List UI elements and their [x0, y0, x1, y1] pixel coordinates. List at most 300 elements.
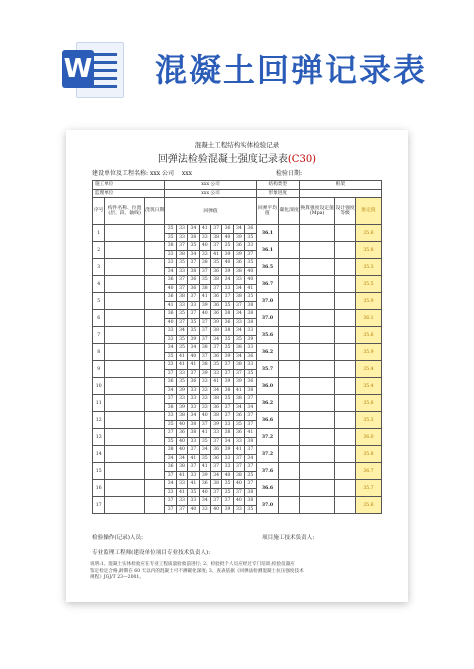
carbon-cell: [279, 276, 300, 293]
design-cell: [335, 480, 356, 497]
rebound-value: 35: [245, 259, 256, 268]
rebound-value: 38: [188, 267, 199, 276]
row-number: 6: [93, 310, 105, 327]
age-cell: [144, 446, 165, 463]
rebound-value: 38: [233, 395, 244, 404]
rebound-value: 35: [222, 301, 233, 310]
date-label: 检验日期:: [276, 170, 303, 177]
rebound-value: 36: [233, 412, 244, 421]
rebound-value: 35: [245, 471, 256, 480]
rebound-value: 34: [188, 412, 199, 421]
rebound-value: 36: [233, 429, 244, 438]
info-row-supervision: [93, 189, 382, 198]
rebound-value: 37: [210, 242, 221, 251]
rebound-value: 34: [176, 327, 187, 336]
age-cell: [144, 310, 165, 327]
rebound-value: 39: [199, 301, 210, 310]
rebound-value: 38: [176, 463, 187, 472]
mean-value: 37.0: [256, 310, 279, 327]
rebound-value: 41: [176, 488, 187, 497]
project-value: xxx 公司 xxx: [149, 170, 193, 177]
info-value: 框架: [300, 181, 382, 190]
rebound-value: 38: [233, 471, 244, 480]
strength-cell: [300, 259, 335, 276]
rebound-value: 36: [210, 352, 221, 361]
rebound-value: 38: [222, 310, 233, 319]
design-cell: [335, 310, 356, 327]
rebound-value: 36: [245, 225, 256, 234]
rebound-value: 34: [165, 344, 176, 353]
rebound-value: 38: [165, 403, 176, 412]
rebound-value: 33: [165, 250, 176, 259]
rebound-value: 38: [199, 361, 210, 370]
rebound-value: 33: [176, 369, 187, 378]
rebound-value: 40: [245, 267, 256, 276]
member-cell: [105, 293, 144, 310]
rebound-value: 37: [188, 310, 199, 319]
rebound-value: 33: [188, 471, 199, 480]
rebound-value: 41: [188, 480, 199, 489]
row-number: 15: [93, 463, 105, 480]
age-cell: [144, 344, 165, 361]
rebound-value: 36: [199, 480, 210, 489]
member-cell: [105, 361, 144, 378]
rebound-value: 40: [176, 437, 187, 446]
estimate-value: 35.8: [355, 242, 381, 259]
estimate-value: 35.6: [355, 395, 381, 412]
age-cell: [144, 225, 165, 242]
rebound-value: 38: [245, 437, 256, 446]
age-cell: [144, 242, 165, 259]
table-row: [93, 446, 382, 455]
mean-value: 36.2: [256, 344, 279, 361]
rebound-value: 35: [188, 242, 199, 251]
rebound-value: 39: [176, 403, 187, 412]
rebound-value: 36: [210, 446, 221, 455]
mean-value: 37.6: [256, 463, 279, 480]
info-label: 施工单位: [93, 181, 165, 190]
rebound-value: 37: [188, 463, 199, 472]
rebound-value: 38: [222, 429, 233, 438]
rebound-value: 33: [210, 369, 221, 378]
rebound-value: 39: [233, 250, 244, 259]
rebound-value: 35: [199, 276, 210, 285]
rebound-value: 35: [222, 335, 233, 344]
rebound-value: 41: [233, 386, 244, 395]
rebound-value: 34: [233, 310, 244, 319]
rebound-value: 36: [188, 284, 199, 293]
rebound-value: 40: [188, 352, 199, 361]
rebound-value: 39: [245, 335, 256, 344]
carbon-cell: [279, 497, 300, 514]
row-number: 4: [93, 276, 105, 293]
sheet-title: [66, 150, 408, 165]
rebound-value: 37: [233, 463, 244, 472]
member-cell: [105, 344, 144, 361]
estimate-value: 35.4: [355, 361, 381, 378]
rebound-value: 37: [165, 369, 176, 378]
carbon-cell: [279, 429, 300, 446]
sheet-subtitle: 混凝土工程结构实体检验记录: [194, 141, 280, 149]
rebound-value: 37: [233, 369, 244, 378]
rebound-value: 40: [222, 259, 233, 268]
operator-label: 检验操作(记录)人员:: [92, 535, 143, 541]
rebound-value: 37: [210, 437, 221, 446]
row-number: 10: [93, 378, 105, 395]
rebound-value: 39: [222, 352, 233, 361]
rebound-value: 38: [188, 233, 199, 242]
row-number: 2: [93, 242, 105, 259]
mean-value: 36.0: [256, 378, 279, 395]
rebound-value: 39: [233, 233, 244, 242]
strength-cell: [300, 480, 335, 497]
word-letter-tile: W: [62, 50, 94, 88]
estimate-value: 35.6: [355, 225, 381, 242]
rebound-value: 33: [233, 276, 244, 285]
carbon-cell: [279, 344, 300, 361]
member-cell: [105, 259, 144, 276]
rebound-value: 37: [176, 242, 187, 251]
rebound-value: 33: [245, 242, 256, 251]
rebound-value: 35: [210, 259, 221, 268]
table-row: [93, 242, 382, 251]
rebound-value: 38: [233, 344, 244, 353]
rebound-value: 41: [199, 293, 210, 302]
rebound-value: 37: [210, 497, 221, 506]
rebound-value: 36: [165, 378, 176, 387]
rebound-value: 34: [222, 276, 233, 285]
rebound-value: 37: [245, 420, 256, 429]
rebound-value: 34: [245, 403, 256, 412]
rebound-value: 37: [245, 480, 256, 489]
rebound-value: 33: [233, 318, 244, 327]
rebound-value: 33: [176, 301, 187, 310]
rebound-value: 34: [199, 446, 210, 455]
rebound-value: 40: [176, 420, 187, 429]
rebound-value: 38: [222, 327, 233, 336]
mean-value: 37.0: [256, 497, 279, 514]
rebound-value: 33: [165, 412, 176, 421]
rebound-value: 35: [222, 395, 233, 404]
rebound-value: 33: [165, 335, 176, 344]
estimate-value: 35.4: [355, 378, 381, 395]
mean-value: 37.2: [256, 429, 279, 446]
table-row: [93, 480, 382, 489]
member-cell: [105, 327, 144, 344]
rebound-value: 36: [245, 352, 256, 361]
table-row: [93, 310, 382, 319]
carbon-cell: [279, 412, 300, 429]
rebound-value: 37: [245, 412, 256, 421]
member-cell: [105, 480, 144, 497]
rebound-value: 40: [165, 284, 176, 293]
member-cell: [105, 378, 144, 395]
mean-value: 36.5: [256, 259, 279, 276]
design-cell: [335, 361, 356, 378]
rebound-value: 40: [222, 471, 233, 480]
rebound-value: 34: [210, 471, 221, 480]
rebound-value: 40: [165, 318, 176, 327]
rebound-value: 34: [245, 454, 256, 463]
table-row: [93, 276, 382, 285]
rebound-value: 33: [176, 395, 187, 404]
info-row-construction: [93, 181, 382, 190]
rebound-value: 36: [210, 454, 221, 463]
estimate-value: 35.6: [355, 327, 381, 344]
rebound-value: 33: [222, 420, 233, 429]
rebound-value: 35: [222, 344, 233, 353]
rebound-value: 38: [210, 276, 221, 285]
member-cell: [105, 242, 144, 259]
rebound-value: 38: [233, 293, 244, 302]
rebound-value: 41: [188, 454, 199, 463]
age-cell: [144, 276, 165, 293]
rebound-value: 38: [210, 412, 221, 421]
design-cell: [335, 463, 356, 480]
table-row: [93, 225, 382, 234]
rebound-value: 37: [165, 505, 176, 514]
mean-value: 37.2: [256, 446, 279, 463]
rebound-value: 41: [210, 250, 221, 259]
record-sheet: [66, 130, 408, 602]
rebound-value: 34: [188, 250, 199, 259]
rebound-value: 33: [188, 403, 199, 412]
table-row: [93, 378, 382, 387]
row-number: 3: [93, 259, 105, 276]
row-number: 5: [93, 293, 105, 310]
rebound-value: 41: [199, 225, 210, 234]
rebound-value: 37: [176, 505, 187, 514]
table-row: [93, 259, 382, 268]
table-row: [93, 463, 382, 472]
design-cell: [335, 344, 356, 361]
rebound-value: 37: [233, 301, 244, 310]
rebound-value: 36: [222, 225, 233, 234]
sheet-title-text: 回弹法检验混凝土强度记录表: [157, 154, 288, 165]
rebound-value: 33: [188, 395, 199, 404]
rebound-value: 34: [222, 437, 233, 446]
carbon-cell: [279, 310, 300, 327]
rebound-value: 40: [245, 276, 256, 285]
carbon-cell: [279, 361, 300, 378]
age-cell: [144, 378, 165, 395]
rebound-value: 40: [199, 310, 210, 319]
row-number: 7: [93, 327, 105, 344]
mean-value: 36.7: [256, 276, 279, 293]
rebound-value: 33: [233, 505, 244, 514]
design-cell: [335, 412, 356, 429]
mean-value: 35.6: [256, 327, 279, 344]
age-cell: [144, 327, 165, 344]
strength-cell: [300, 361, 335, 378]
rebound-value: 35: [188, 327, 199, 336]
rebound-value: 35: [176, 310, 187, 319]
rebound-value: 35: [245, 293, 256, 302]
rebound-value: 41: [210, 378, 221, 387]
project-field: [92, 168, 192, 177]
rebound-value: 37: [245, 395, 256, 404]
strength-cell: [300, 378, 335, 395]
rebound-value: 39: [210, 420, 221, 429]
row-number: 13: [93, 429, 105, 446]
rebound-value: 33: [176, 233, 187, 242]
row-number: 1: [93, 225, 105, 242]
strength-cell: [300, 463, 335, 480]
design-cell: [335, 497, 356, 514]
notes: [90, 562, 386, 582]
design-cell: [335, 259, 356, 276]
rebound-value: 38: [210, 480, 221, 489]
rebound-value: 38: [245, 301, 256, 310]
rebound-value: 38: [233, 361, 244, 370]
rebound-value: 36: [210, 310, 221, 319]
rebound-value: 33: [199, 395, 210, 404]
rebound-value: 38: [199, 259, 210, 268]
strength-cell: [300, 497, 335, 514]
rebound-value: 40: [199, 488, 210, 497]
header-rebound: 回弹值: [165, 198, 256, 225]
row-number: 12: [93, 412, 105, 429]
estimate-value: 36.7: [355, 463, 381, 480]
rebound-value: 33: [233, 437, 244, 446]
row-number: 17: [93, 497, 105, 514]
estimate-value: 36.1: [355, 310, 381, 327]
rebound-value: 41: [245, 429, 256, 438]
rebound-value: 37: [222, 361, 233, 370]
rebound-value: 38: [245, 318, 256, 327]
strength-cell: [300, 276, 335, 293]
rebound-value: 35: [176, 344, 187, 353]
rebound-value: 35: [233, 335, 244, 344]
estimate-value: 35.9: [355, 344, 381, 361]
rebound-value: 40: [233, 497, 244, 506]
info-label: 形象进度: [256, 189, 299, 198]
rebound-value: 33: [165, 259, 176, 268]
rebound-value: 36: [165, 276, 176, 285]
rebound-value: 37: [222, 412, 233, 421]
member-cell: [105, 446, 144, 463]
rebound-value: 38: [245, 497, 256, 506]
strength-cell: [300, 395, 335, 412]
age-cell: [144, 463, 165, 480]
rebound-value: 40: [188, 505, 199, 514]
info-label: 监理单位: [93, 189, 165, 198]
rebound-value: 36: [165, 310, 176, 319]
sheet-title-grade: (C30): [287, 154, 317, 165]
design-cell: [335, 429, 356, 446]
rebound-value: 33: [199, 233, 210, 242]
rebound-value: 37: [188, 293, 199, 302]
rebound-value: 36: [210, 267, 221, 276]
age-cell: [144, 259, 165, 276]
row-number: 8: [93, 344, 105, 361]
rebound-value: 36: [210, 301, 221, 310]
rebound-value: 39: [199, 471, 210, 480]
info-value: xxx 公司: [165, 181, 256, 190]
rebound-value: 35: [165, 420, 176, 429]
rebound-value: 37: [199, 318, 210, 327]
project-label: 建设单位及工程名称:: [92, 170, 149, 177]
mean-value: 35.7: [256, 361, 279, 378]
supervisor-label: 专业监理工程师(建设单位项目专业技术负责人):: [92, 550, 211, 556]
age-cell: [144, 395, 165, 412]
document-banner: [0, 0, 474, 110]
rebound-value: 37: [188, 446, 199, 455]
rebound-value: 33: [188, 497, 199, 506]
rebound-value: 37: [199, 327, 210, 336]
rebound-value: 35: [176, 259, 187, 268]
note-line: 说明:1、混凝土实体检验应在专业工程质量验收前进行; 2、检验批个人员应经过专门培训;检验仪器应: [90, 562, 295, 567]
rebound-value: 41: [188, 361, 199, 370]
rebound-value: 37: [199, 335, 210, 344]
carbon-cell: [279, 480, 300, 497]
rebound-value: 33: [188, 301, 199, 310]
estimate-value: 35.3: [355, 259, 381, 276]
estimate-value: 35.8: [355, 446, 381, 463]
rebound-value: 33: [199, 386, 210, 395]
rebound-value: 36: [188, 378, 199, 387]
rebound-value: 35: [188, 318, 199, 327]
strength-cell: [300, 327, 335, 344]
rebound-value: 33: [199, 378, 210, 387]
rebound-value: 35: [165, 352, 176, 361]
rebound-value: 34: [165, 480, 176, 489]
design-cell: [335, 225, 356, 242]
rebound-value: 37: [210, 284, 221, 293]
rebound-value: 33: [176, 480, 187, 489]
table-row: [93, 327, 382, 336]
design-cell: [335, 395, 356, 412]
rebound-value: 33: [176, 225, 187, 234]
estimate-value: 35.6: [355, 497, 381, 514]
word-document-icon: [62, 38, 126, 100]
rebound-value: 33: [222, 284, 233, 293]
rebound-value: 41: [176, 361, 187, 370]
rebound-value: 34: [210, 386, 221, 395]
rebound-value: 38: [245, 386, 256, 395]
member-cell: [105, 225, 144, 242]
rebound-value: 34: [188, 225, 199, 234]
header-row: [93, 198, 382, 225]
rebound-value: 39: [199, 369, 210, 378]
carbon-cell: [279, 378, 300, 395]
rebound-value: 33: [188, 437, 199, 446]
rebound-value: 34: [165, 454, 176, 463]
rebound-value: 33: [199, 403, 210, 412]
info-value: [300, 189, 382, 198]
rebound-value: 38: [222, 386, 233, 395]
table-row: [93, 293, 382, 302]
rebound-value: 37: [199, 352, 210, 361]
estimate-value: 35.7: [355, 480, 381, 497]
rebound-value: 35: [222, 480, 233, 489]
rebound-value: 41: [199, 429, 210, 438]
rebound-value: 38: [176, 412, 187, 421]
info-value: xxx 公司: [165, 189, 256, 198]
rebound-value: 34: [165, 267, 176, 276]
rebound-value: 40: [199, 412, 210, 421]
rebound-value: 35: [245, 233, 256, 242]
rebound-value: 33: [210, 429, 221, 438]
rebound-value: 36: [165, 293, 176, 302]
rebound-value: 34: [233, 225, 244, 234]
mean-value: 36.6: [256, 412, 279, 429]
rebound-value: 39: [210, 318, 221, 327]
rebound-value: 37: [210, 463, 221, 472]
rebound-value: 37: [222, 403, 233, 412]
rebound-value: 35: [245, 505, 256, 514]
table-row: [93, 395, 382, 404]
